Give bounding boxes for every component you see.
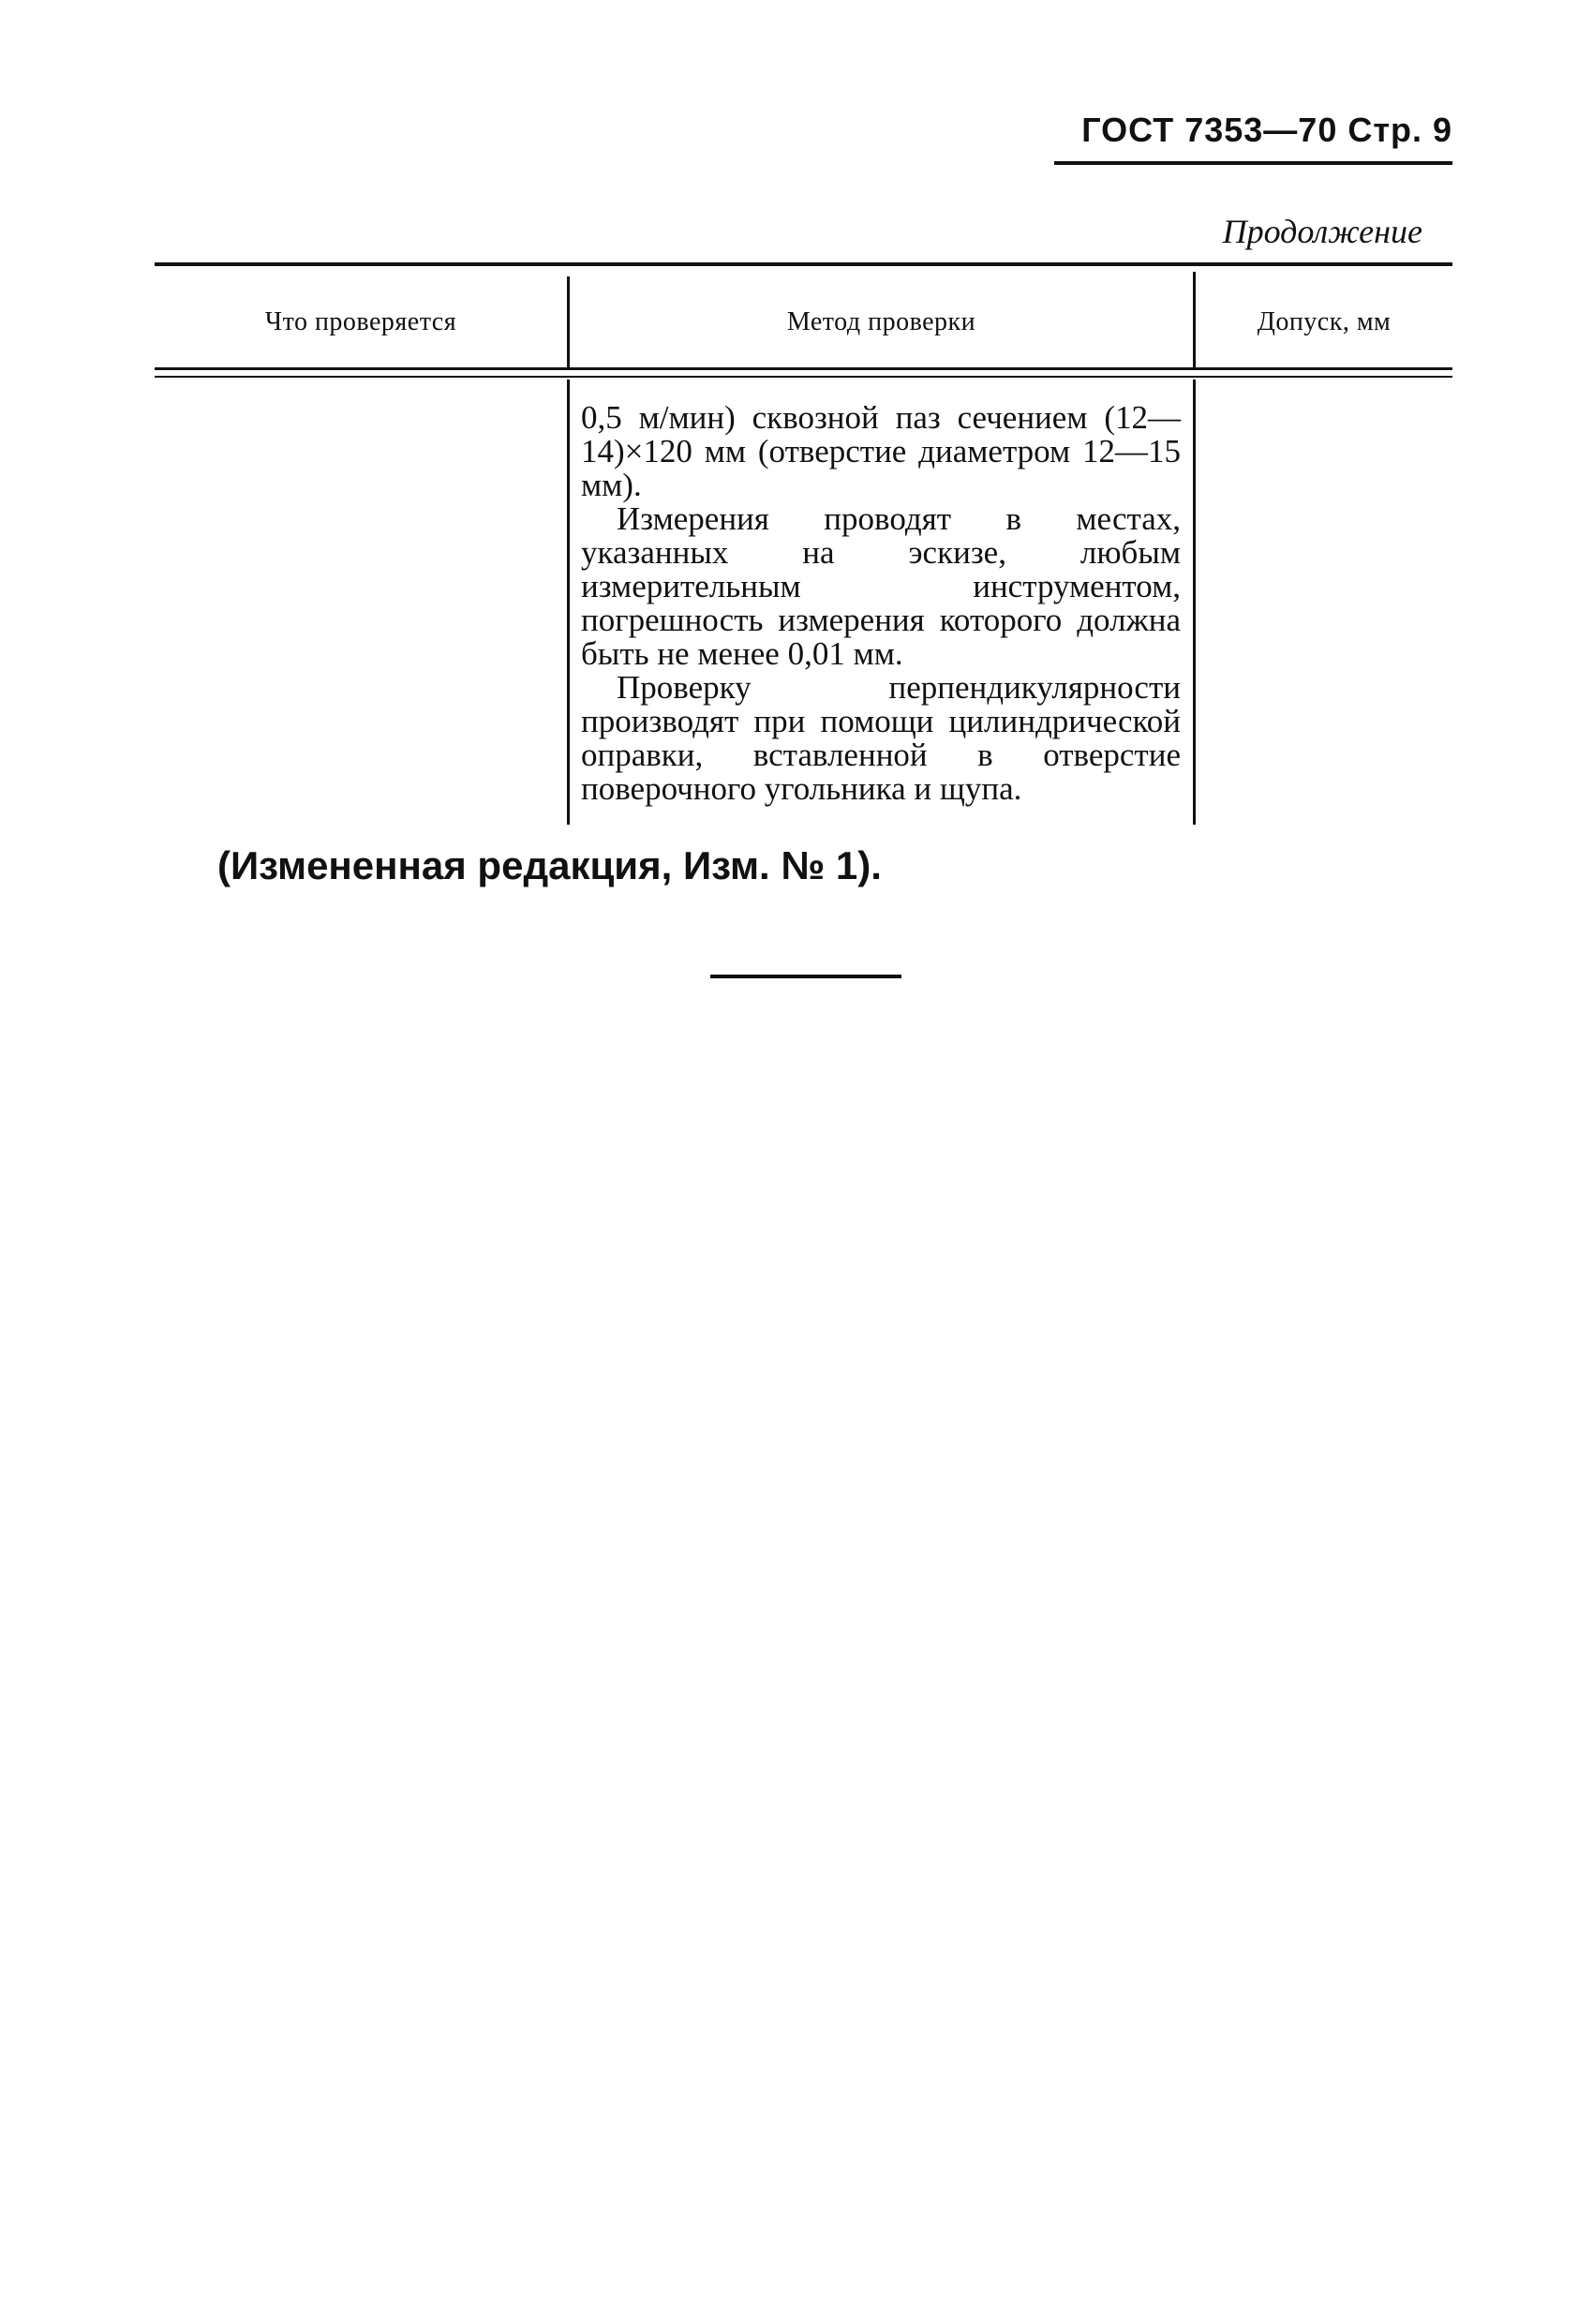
method-paragraph-3: Проверку перпендикулярности производят при помощи цилиндрической оправки, вставленной в отверстие поверочного угольника и щупа. (581, 669, 1181, 807)
amendment-note: (Измененная редакция, Изм. № 1). (217, 843, 882, 887)
header-bottom-rule (155, 367, 1452, 370)
table-top-rule (155, 262, 1452, 266)
header-rule (1054, 161, 1452, 165)
column-header-method: Метод проверки (786, 307, 976, 336)
header-divider-1 (567, 276, 570, 370)
column-header-tolerance: Допуск, мм (1257, 307, 1392, 336)
body-divider-2 (1193, 380, 1196, 825)
body-divider-1 (567, 380, 570, 825)
column-header-what-checked: Что проверяется (264, 307, 457, 336)
end-rule (710, 975, 901, 978)
continuation-label: Продолжение (1222, 213, 1422, 250)
header-divider-2 (1193, 272, 1196, 370)
method-paragraph-2: Измерения проводят в местах, указанных на эскизе, любым измерительным инструментом, погрешность измерения которого должна быть не менее 0,01 мм. (581, 500, 1181, 672)
running-title: ГОСТ 7353—70 Стр. 9 (1081, 111, 1452, 149)
method-paragraph-1: 0,5 м/мин) сквозной паз сечением (12—14)×120 мм (отверстие диаметром 12—15 мм). (581, 399, 1181, 503)
method-cell (581, 401, 1181, 806)
header-bottom-rule-second (155, 376, 1452, 378)
